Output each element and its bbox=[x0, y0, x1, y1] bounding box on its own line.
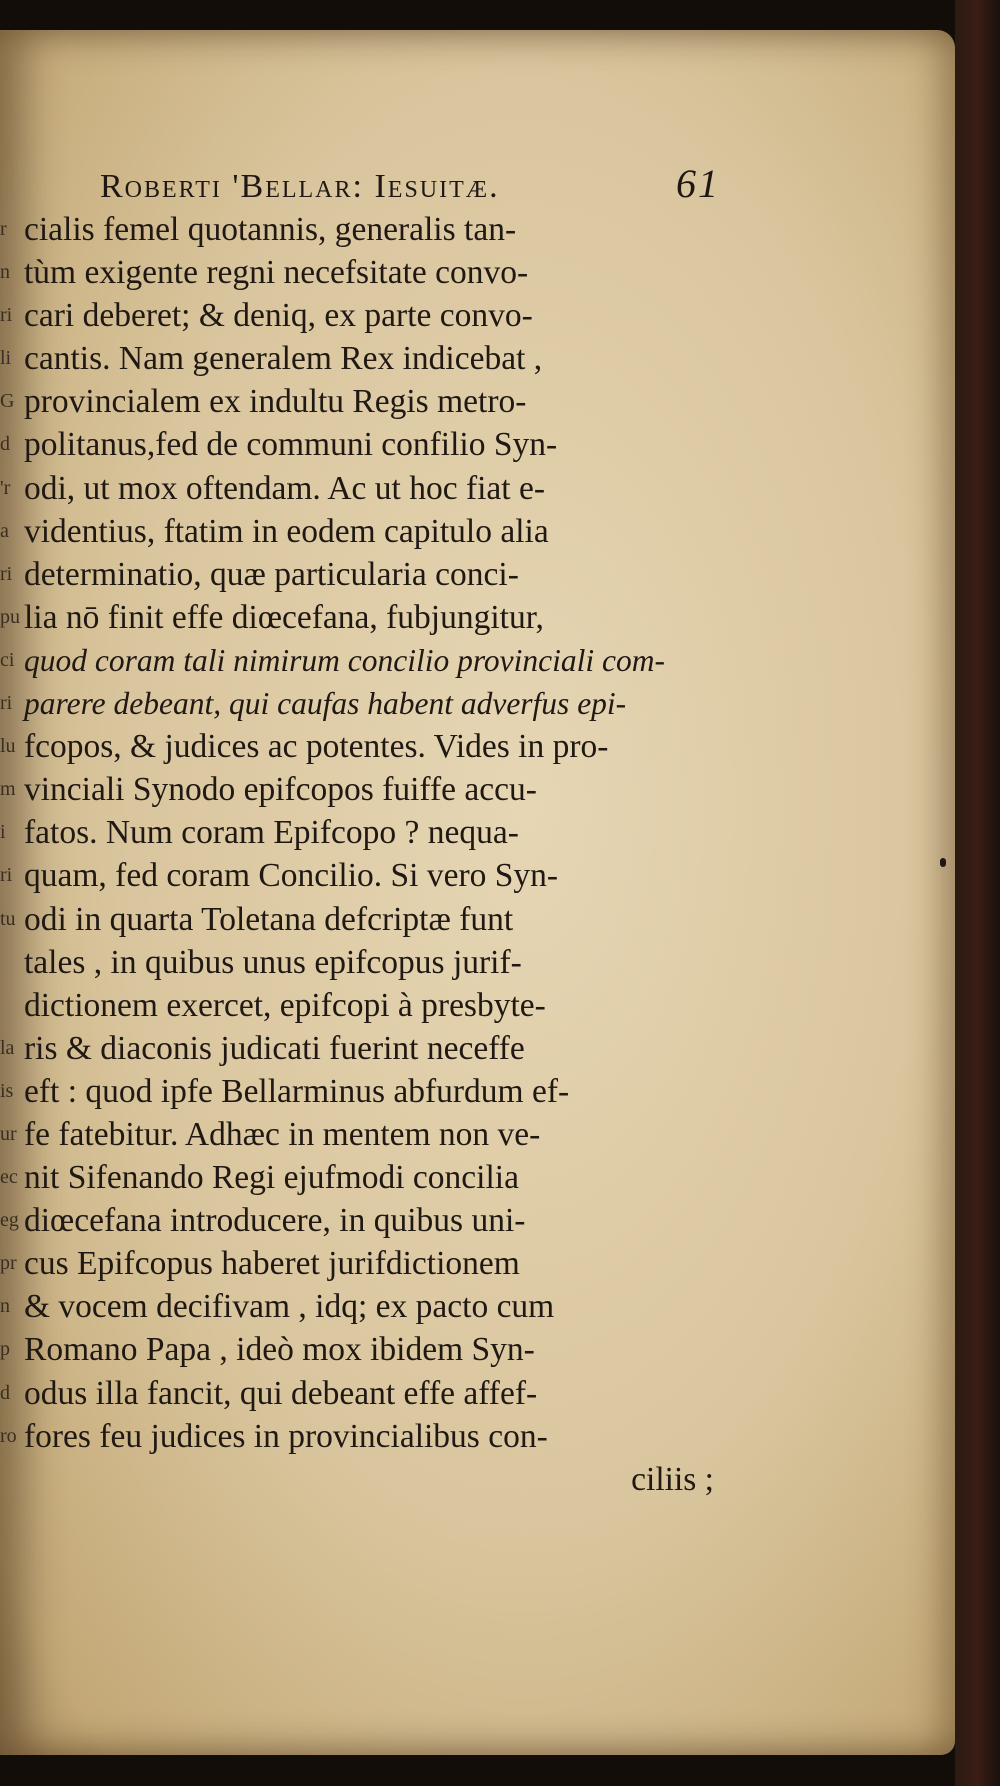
text-line: politanus,fed de communi confilio Syn- bbox=[24, 426, 558, 464]
margin-fragment: la bbox=[0, 1036, 15, 1059]
margin-fragment: lu bbox=[0, 735, 16, 758]
catchword: ciliis ; bbox=[631, 1460, 714, 1498]
margin-fragment: 'r bbox=[0, 476, 11, 499]
margin-fragment: r bbox=[0, 218, 7, 240]
margin-fragment: eg bbox=[0, 1209, 19, 1232]
text-line: provincialem ex indultu Regis metro- bbox=[24, 383, 527, 421]
margin-fragment: pu bbox=[0, 605, 20, 628]
margin-fragment: pr bbox=[0, 1252, 17, 1275]
margin-fragment: n bbox=[0, 1295, 10, 1318]
text-line: determinatio, quæ particularia conci- bbox=[24, 555, 519, 593]
book-edge bbox=[955, 0, 1000, 1786]
margin-fragment: ri bbox=[0, 864, 13, 887]
margin-fragment: ri bbox=[0, 562, 13, 585]
text-line: tales , in quibus unus epifcopus jurif- bbox=[24, 943, 522, 981]
margin-fragment: ci bbox=[0, 648, 15, 671]
margin-fragment: tu bbox=[0, 907, 16, 930]
text-line: odi in quarta Toletana defcriptæ funt bbox=[24, 900, 514, 938]
margin-fragment: ro bbox=[0, 1424, 17, 1447]
text-line: quod coram tali nimirum concilio provinciali com- bbox=[24, 642, 665, 678]
margin-fragment: ec bbox=[0, 1166, 18, 1189]
margin-fragment bbox=[0, 941, 20, 984]
text-line: fe fatebitur. Adhæc in mentem non ve- bbox=[24, 1115, 541, 1153]
cropped-margin-fragments bbox=[0, 208, 20, 1458]
text-line: quam, fed coram Concilio. Si vero Syn- bbox=[24, 857, 559, 895]
margin-fragment: m bbox=[0, 778, 16, 801]
margin-fragment: d bbox=[0, 433, 10, 456]
text-line: ris & diaconis judicati fuerint neceffe bbox=[24, 1029, 525, 1067]
text-line: odi, ut mox oftendam. Ac ut hoc fiat e- bbox=[24, 469, 545, 507]
margin-fragment: n bbox=[0, 261, 10, 284]
text-line: & vocem decifivam , idq; ex pacto cum bbox=[24, 1288, 555, 1326]
margin-fragment: ri bbox=[0, 304, 13, 327]
margin-fragment: a bbox=[0, 519, 9, 542]
text-line: eft : quod ipfe Bellarminus abfurdum ef- bbox=[24, 1072, 570, 1110]
margin-fragment: i bbox=[0, 821, 6, 844]
margin-fragment: ri bbox=[0, 692, 13, 715]
running-title: Roberti 'Bellar: Iesuitæ. bbox=[100, 168, 500, 205]
margin-fragment: G bbox=[0, 390, 15, 413]
text-line: videntius, ftatim in eodem capitulo alia bbox=[24, 512, 549, 550]
margin-fragment: d bbox=[0, 1381, 10, 1404]
text-line: parere debeant, qui caufas habent adverfus epi- bbox=[24, 686, 627, 722]
text-line: cus Epifcopus haberet jurifdictionem bbox=[24, 1245, 520, 1283]
text-line: fcopos, & judices ac potentes. Vides in pro- bbox=[24, 728, 609, 766]
page-number: 61 bbox=[676, 161, 720, 206]
text-line: nit Sifenando Regi ejufmodi concilia bbox=[24, 1159, 519, 1197]
margin-fragment: ur bbox=[0, 1122, 17, 1145]
text-line: cantis. Nam generalem Rex indicebat , bbox=[24, 340, 543, 378]
margin-fragment: p bbox=[0, 1338, 10, 1361]
text-line: fores feu judices in provincialibus con- bbox=[24, 1417, 548, 1455]
text-line: odus illa fancit, qui debeant effe affef- bbox=[24, 1374, 538, 1412]
running-header bbox=[100, 160, 720, 207]
text-line: Romano Papa , ideò mox ibidem Syn- bbox=[24, 1331, 535, 1369]
margin-fragment: is bbox=[0, 1079, 14, 1102]
body-text bbox=[24, 208, 714, 1501]
text-line: dictionem exercet, epifcopi à presbyte- bbox=[24, 986, 546, 1024]
text-line: vinciali Synodo epifcopos fuiffe accu- bbox=[24, 771, 537, 809]
text-line: lia nō finit effe diœcefana, fubjungitur, bbox=[24, 598, 544, 636]
text-line: tùm exigente regni necefsitate convo- bbox=[24, 254, 529, 292]
text-line: cialis femel quotannis, generalis tan- bbox=[24, 211, 517, 248]
text-line: fatos. Num coram Epifcopo ? nequa- bbox=[24, 814, 519, 852]
text-line: diœcefana introducere, in quibus uni- bbox=[24, 1202, 526, 1240]
text-line: cari deberet; & deniq, ex parte convo- bbox=[24, 297, 533, 335]
margin-fragment: li bbox=[0, 347, 12, 370]
ink-speck bbox=[940, 858, 946, 867]
margin-fragment bbox=[0, 984, 20, 1027]
